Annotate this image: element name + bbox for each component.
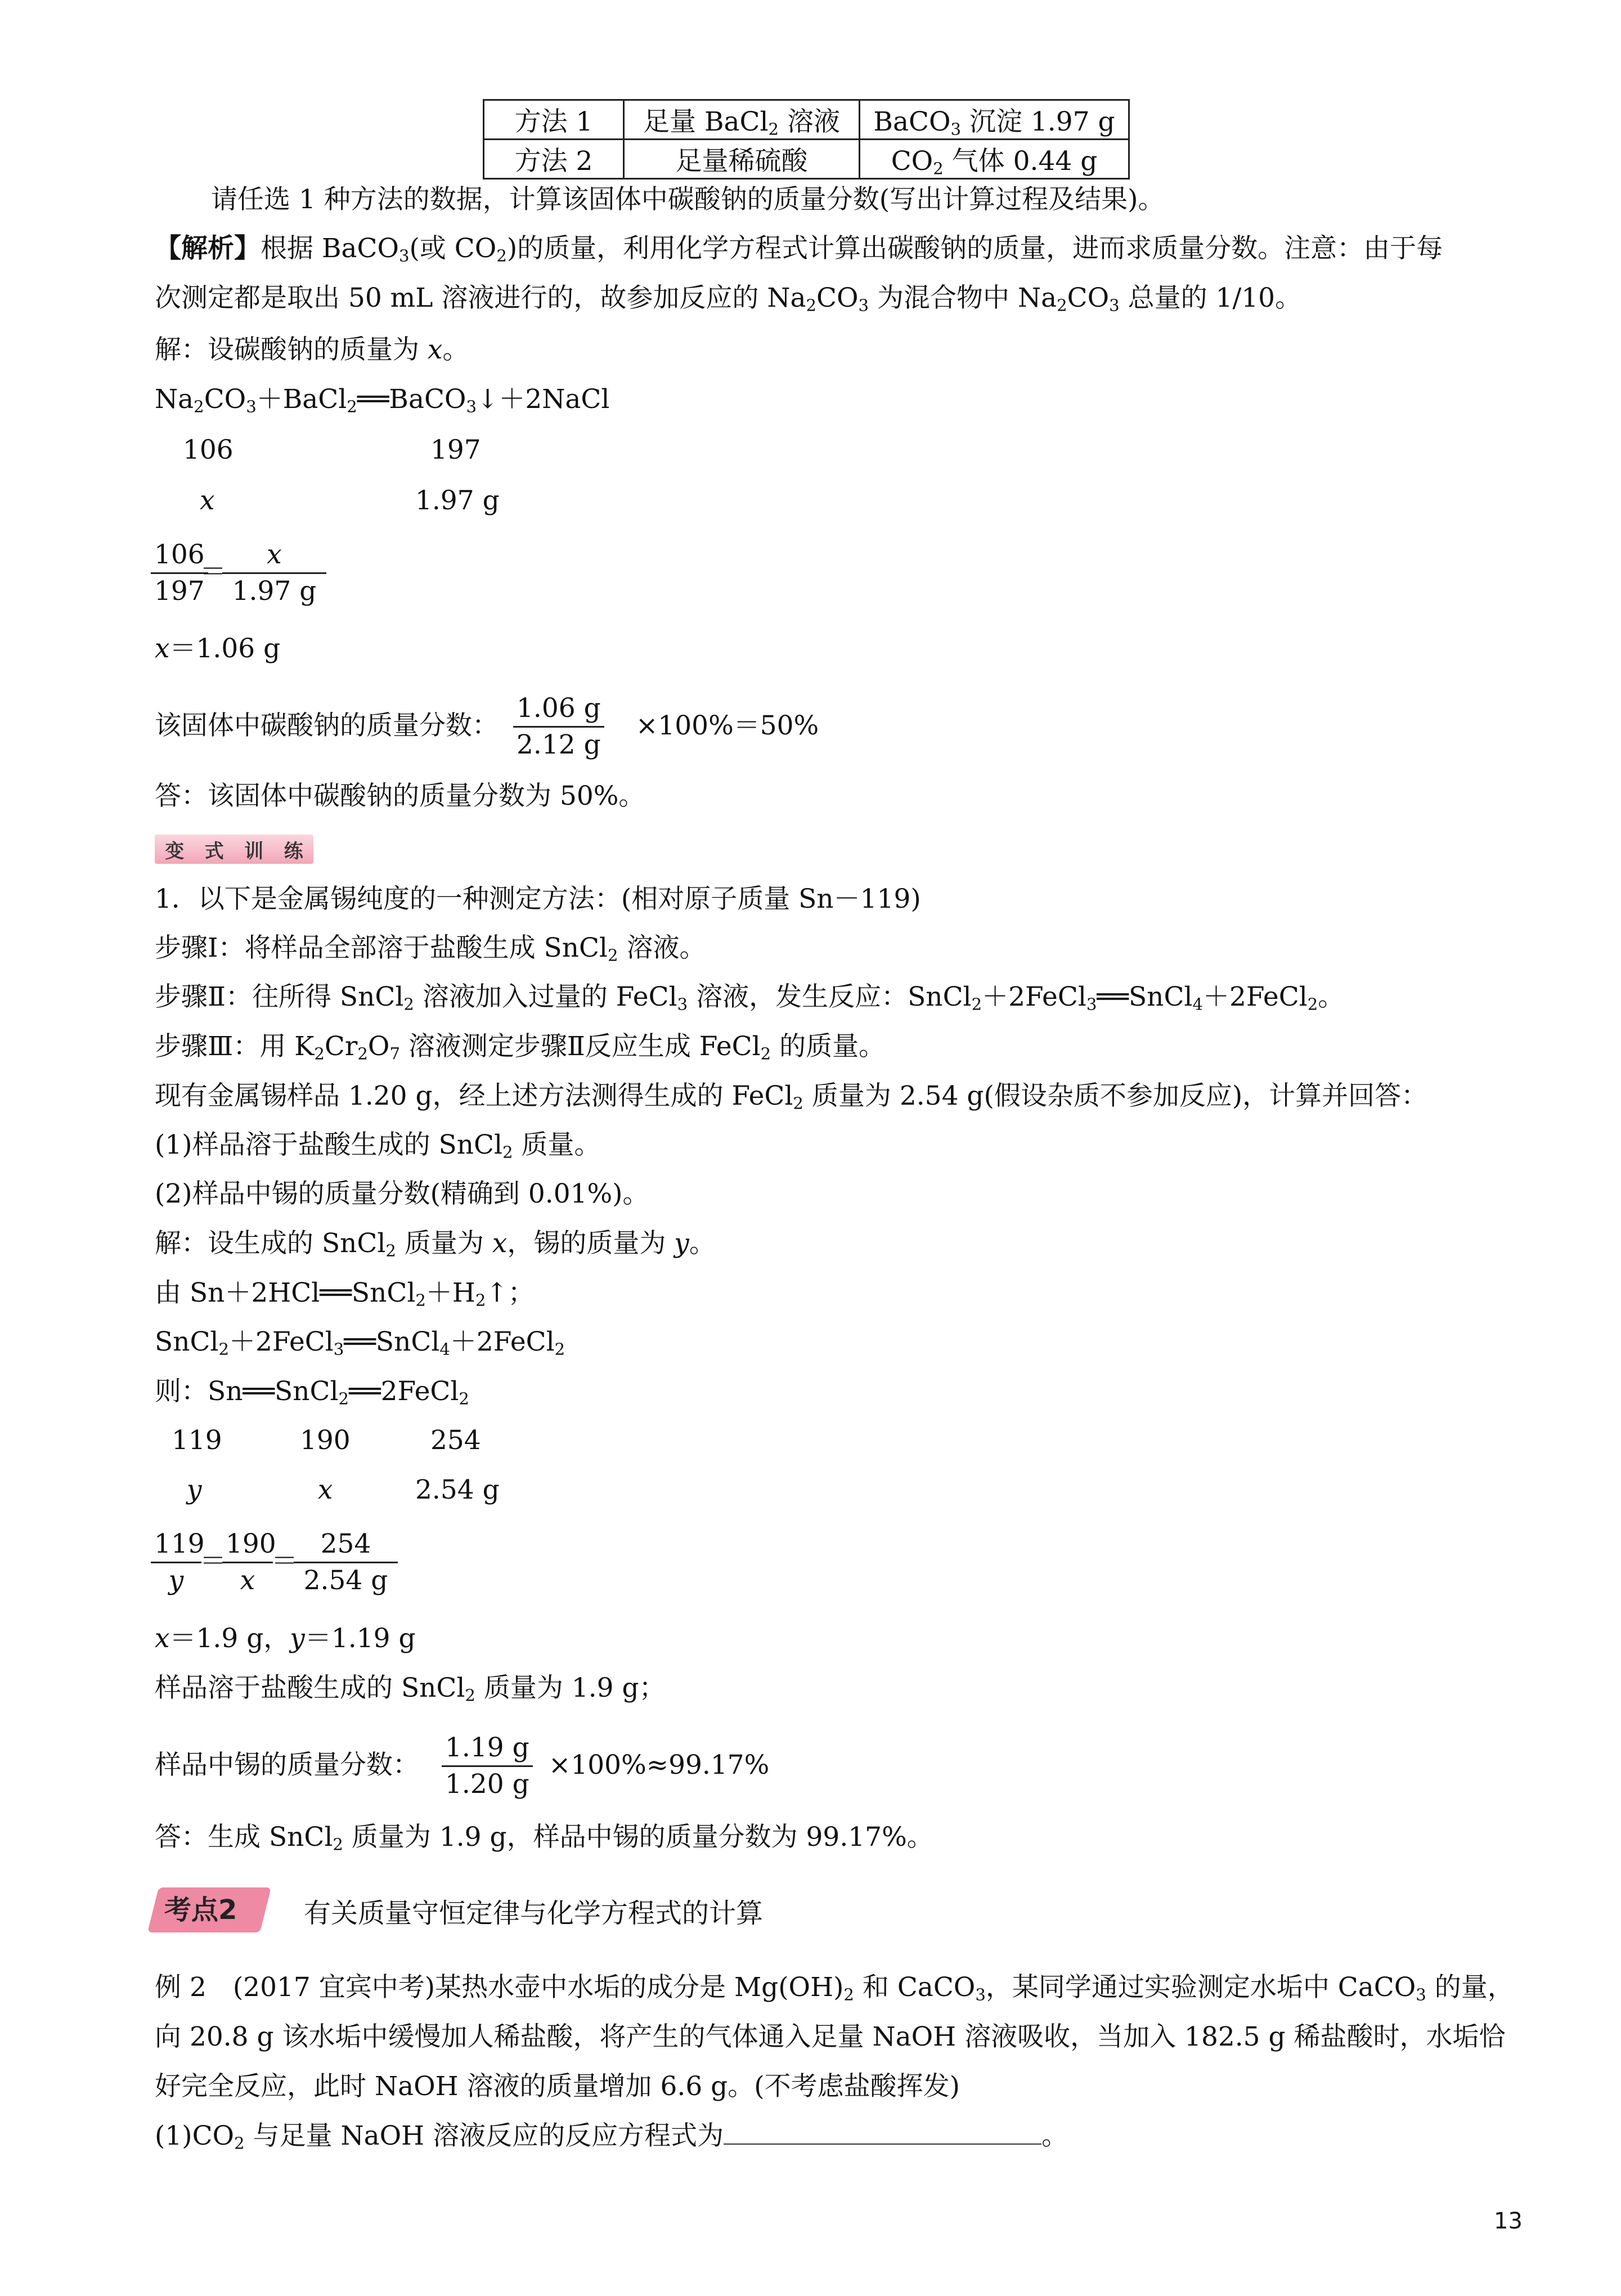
kaodian-badge-label: 考点2 — [164, 1894, 237, 1926]
given-mass: 1.97 g — [415, 485, 500, 516]
table-cell: 足量稀硫酸 — [624, 140, 860, 179]
example-2-line: 例 2 (2017 宜宾中考)某热水壶中水垢的成分是 $Mg(OH)_2$ 和 CaCO$_3$，某同学通过实验测定水垢中 CaCO$_3$ 的量， — [155, 1972, 1514, 2004]
table-cell: 方法 1 — [484, 100, 624, 140]
answer-line: 答：生成 SnCl$_2$ 质量为 1.9 g，样品中锡的质量分数为 99.17%。 — [155, 1822, 933, 1854]
question-prompt: 请任选 1 种方法的数据，计算该固体中碳酸钠的质量分数(写出计算过程及结果)。 — [211, 184, 1165, 215]
sub-question-1: (1)样品溶于盐酸生成的 SnCl$_2$ 质量。 — [155, 1129, 601, 1162]
step-2: 步骤Ⅱ：往所得 SnCl$_2$ 溶液加入过量的 FeCl$_3$ 溶液，发生反应：SnCl$_2$＋2FeCl$_3$══SnCl$_4$＋2FeCl$_2$。 — [155, 981, 1345, 1014]
unknown-variable: x — [200, 485, 215, 516]
chemical-equation: $Na_2CO_3+BaCl_2══BaCO_3↓+2NaCl$ — [155, 384, 610, 416]
example-2-line: 好完全反应，此时 NaOH 溶液的质量增加 6.6 g。(不考虑盐酸挥发) — [155, 2071, 960, 2102]
fraction-tail: ×100%≈99.17% — [549, 1750, 770, 1781]
training-tag: 变 式 训 练 — [155, 835, 313, 864]
page-number: 13 — [1494, 2208, 1523, 2234]
mass-fraction-label: 样品中锡的质量分数： — [155, 1750, 419, 1781]
molar-mass: 119 — [172, 1425, 222, 1456]
question-1: 1．以下是金属锡纯度的一种测定方法：(相对原子质量 Sn－119) — [155, 884, 921, 914]
relation-line: 则：Sn══SnCl$_2$══2FeCl$_2$ — [155, 1376, 469, 1409]
molar-mass: 197 — [430, 434, 481, 465]
molar-mass: 106 — [183, 434, 234, 465]
methods-table — [483, 99, 1130, 180]
table-row — [484, 140, 1129, 179]
fraction: $\frac{119}{y}$ — [151, 1527, 201, 1598]
chemical-equation: 由 $Sn+2HCl══SnCl_2+H_2↑$； — [155, 1277, 535, 1310]
unknown-variable: x — [318, 1474, 333, 1505]
fraction: $\frac{1.06 g}{2.12 g}$ — [513, 691, 604, 763]
example-2-line: 向 20.8 g 该水垢中缓慢加人稀盐酸，将产生的气体通入足量 NaOH 溶液吸收，当加入 182.5 g 稀盐酸时，水垢恰 — [155, 2021, 1506, 2052]
equals-sign: ＝ — [200, 1546, 226, 1577]
result-line: 样品溶于盐酸生成的 SnCl$_2$ 质量为 1.9 g； — [155, 1672, 666, 1705]
table-cell: 足量 BaCl$_2$ 溶液 — [624, 100, 860, 140]
step-1: 步骤Ⅰ：将样品全部溶于盐酸生成 SnCl$_2$ 溶液。 — [155, 932, 706, 965]
solution-intro: 解：设碳酸钠的质量为 x。 — [155, 334, 469, 365]
chemical-equation: SnCl$_2$＋2FeCl$_3$══SnCl$_4$＋2FeCl$_2$ — [155, 1326, 565, 1359]
fraction: $\frac{190}{x}$ — [222, 1527, 273, 1598]
sub-question-2: (2)样品中锡的质量分数(精确到 0.01%)。 — [155, 1178, 649, 1209]
given-data: 现有金属锡样品 1.20 g，经上述方法测得生成的 FeCl$_2$ 质量为 2.54 g(假设杂质不参加反应)，计算并回答： — [155, 1080, 1428, 1113]
molar-mass: 254 — [430, 1425, 481, 1456]
fraction: $\frac{x}{1.97 g}$ — [222, 537, 326, 609]
section-title: 有关质量守恒定律与化学方程式的计算 — [304, 1898, 764, 1929]
step-3: 步骤Ⅲ：用 $K_2Cr_2O_7$ 溶液测定步骤Ⅱ反应生成 FeCl$_2$ 的质量。 — [155, 1031, 886, 1064]
table-cell: BaCO$_3$ 沉淀 1.97 g — [860, 100, 1129, 140]
example-2-question-1: $(1)CO_2$ 与足量 NaOH 溶液反应的反应方程式为 。 — [155, 2119, 1068, 2153]
equals-sign: ＝ — [271, 1546, 298, 1577]
answer-blank[interactable] — [724, 2119, 1041, 2145]
result-line: x＝1.9 g，y＝1.19 g — [155, 1623, 416, 1654]
fraction-tail: ×100%＝50% — [636, 710, 819, 741]
table-cell: 方法 2 — [484, 140, 624, 179]
analysis-line: 【解析】根据 BaCO$_3$(或 $CO_2$)的质量，利用化学方程式计算出碳酸钠的质量，进而求质量分数。注意：由于每 — [155, 233, 1443, 266]
result-line: x＝1.06 g — [155, 633, 281, 664]
analysis-line: 次测定都是取出 50 mL 溶液进行的，故参加反应的 $Na_2CO_3$ 为混合物中 $Na_2CO_3$ 总量的 1/10。 — [155, 282, 1302, 315]
unknown-variable: y — [187, 1474, 202, 1505]
fraction: $\frac{1.19 g}{1.20 g}$ — [442, 1730, 533, 1802]
answer-line: 答：该固体中碳酸钠的质量分数为 50%。 — [155, 781, 645, 811]
solution-intro: 解：设生成的 SnCl$_2$ 质量为 x，锡的质量为 y。 — [155, 1228, 716, 1261]
molar-mass: 190 — [300, 1425, 351, 1456]
mass-fraction-label: 该固体中碳酸钠的质量分数： — [155, 710, 499, 741]
given-mass: 2.54 g — [415, 1474, 500, 1505]
table-row — [484, 100, 1129, 140]
equals-sign: ＝ — [200, 557, 226, 588]
table-cell: $CO_2$ 气体 0.44 g — [860, 140, 1129, 179]
fraction: $\frac{254}{2.54 g}$ — [294, 1527, 398, 1598]
fraction: $\frac{106}{197}$ — [151, 537, 208, 609]
